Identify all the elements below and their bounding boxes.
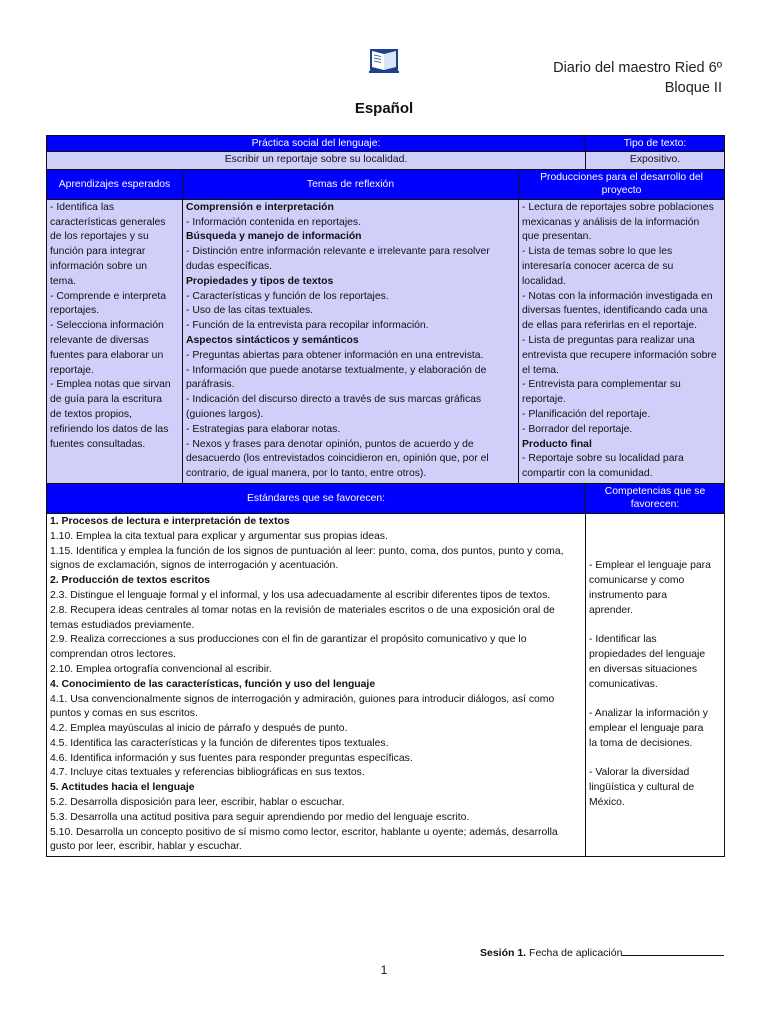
estandares-header: Estándares que se favorecen:	[47, 483, 586, 513]
produccion-line: - Reportaje sobre su localidad para	[522, 453, 684, 465]
aprendizaje-line: tema.	[50, 275, 76, 287]
estandares-cell	[47, 513, 586, 856]
produccion-line: - Notas con la información investigada en	[522, 290, 713, 302]
estandar-line: 2.8. Recupera ideas centrales al tomar notas en la revisión de materiales escritos o de una exposición oral de	[50, 604, 555, 616]
aprendizajes-header: Aprendizajes esperados	[47, 169, 183, 199]
aprendizaje-line: reportajes.	[50, 305, 100, 317]
competencia-line: instrumento para	[589, 589, 667, 601]
produccion-line: reportaje.	[522, 394, 566, 406]
tema-line: paráfrasis.	[186, 379, 235, 391]
tema-line: - Información contenida en reportajes.	[186, 216, 362, 228]
produccion-line: - Borrador del reportaje.	[522, 423, 633, 435]
produccion-line: - Lista de preguntas para realizar una	[522, 334, 695, 346]
practica-header: Práctica social del lenguaje:	[47, 136, 586, 152]
produccion-line: mexicanas y análisis de la información	[522, 216, 700, 228]
tipo-value: Expositivo.	[586, 152, 725, 170]
competencia-line: la toma de decisiones.	[589, 737, 693, 749]
competencia-line: en diversas situaciones	[589, 663, 698, 675]
competencia-line	[589, 752, 721, 767]
competencia-line: - Analizar la información y	[589, 708, 708, 720]
header-title: Diario del maestro Ried 6º	[553, 60, 722, 76]
subject-title: Español	[354, 100, 414, 117]
estandar-line: 5.10. Desarrolla un concepto positivo de sí mismo como lector, escritor, hablante u oyente; además, desarrolla	[50, 826, 558, 838]
tema-line: Comprensión e interpretación	[186, 201, 334, 213]
producciones-header: Producciones para el desarrollo del proyecto	[519, 169, 725, 199]
aprendizaje-line: fuentes para elaborar un	[50, 349, 164, 361]
tema-line: - Indicación del discurso directo a través de sus marcas gráficas	[186, 394, 482, 406]
temas-cell	[183, 199, 519, 483]
estandar-line: puntos y comas en sus escritos.	[50, 708, 198, 720]
document-header	[553, 58, 722, 98]
estandar-line: 1.10. Emplea la cita textual para explicar y argumentar sus propias ideas.	[50, 530, 388, 542]
estandar-line: 2. Producción de textos escritos	[50, 575, 210, 587]
aprendizaje-line: - Emplea notas que sirvan	[50, 379, 171, 391]
competencia-line: emplear el lenguaje para	[589, 723, 704, 735]
competencia-line	[589, 619, 721, 634]
estandar-line: gusto por leer, escribir, hablar y escuchar.	[50, 841, 242, 853]
competencia-line: - Emplear el lenguaje para	[589, 560, 711, 572]
competencias-cell	[586, 513, 725, 856]
date-line	[622, 945, 724, 956]
estandar-line: 5. Actitudes hacia el lenguaje	[50, 782, 195, 794]
produccion-line: - Lista de temas sobre lo que les	[522, 246, 673, 258]
estandar-line: 4. Conocimiento de las características, función y uso del lenguaje	[50, 678, 376, 690]
aprendizaje-line: relevante de diversas	[50, 334, 149, 346]
estandar-line: 5.3. Desarrolla una actitud positiva para seguir aprendiendo por medio del lenguaje escrito.	[50, 811, 470, 823]
aprendizaje-line: - Identifica las	[50, 201, 115, 213]
estandar-line: 2.3. Distingue el lenguaje formal y el informal, y los usa adecuadamente al escribir diferentes tipos de textos.	[50, 589, 551, 601]
estandar-line: 2.9. Realiza correcciones a sus producciones con el fin de garantizar el propósito comunicativo y que lo	[50, 634, 527, 646]
tema-line: - Nexos y frases para denotar opinión, puntos de acuerdo y de	[186, 438, 474, 450]
estandar-line: signos de exclamación, signos de interrogación y acentuación.	[50, 560, 339, 572]
tema-line: - Información que puede anotarse textualmente, y elaboración de	[186, 364, 487, 376]
estandar-line: comprendan otros lectores.	[50, 649, 176, 661]
planning-table	[46, 135, 725, 857]
produccion-line: el tema.	[522, 364, 559, 376]
aprendizaje-line: reportaje.	[50, 364, 94, 376]
competencia-line: aprender.	[589, 604, 633, 616]
competencia-line: - Identificar las	[589, 634, 657, 646]
tema-line: desacuerdo (los entrevistados coincidieron en, opinión que, por el	[186, 453, 489, 465]
produccion-line: - Entrevista para complementar su	[522, 379, 681, 391]
produccion-line: compartir con la comunidad.	[522, 468, 653, 480]
competencia-line: lingüística y cultural de	[589, 782, 695, 794]
estandar-line: 2.10. Emplea ortografía convencional al escribir.	[50, 663, 272, 675]
aprendizaje-line: de los reportajes y su	[50, 231, 149, 243]
session-label: Sesión 1.	[480, 947, 527, 959]
tema-line: - Preguntas abiertas para obtener información en una entrevista.	[186, 349, 484, 361]
competencias-header: Competencias que se favorecen:	[586, 483, 725, 513]
header-block: Bloque II	[664, 80, 722, 96]
estandar-line: 4.5. Identifica las características y la función de diferentes tipos textuales.	[50, 737, 389, 749]
aprendizaje-line: de guía para la escritura	[50, 394, 163, 406]
page-number: 1	[380, 963, 388, 977]
aprendizaje-line: de textos propios,	[50, 408, 133, 420]
tema-line: dudas específicas.	[186, 260, 273, 272]
produccion-line: Producto final	[522, 438, 592, 450]
produccion-line: - Planificación del reportaje.	[522, 408, 651, 420]
produccion-line: entrevista que recupere información sobre	[522, 349, 717, 361]
tema-line: contrario, de igual manera, por lo tanto, entre otros).	[186, 468, 427, 480]
estandar-line: temas estudiados previamente.	[50, 619, 195, 631]
aprendizaje-line: función para integrar	[50, 246, 146, 258]
book-logo-icon	[366, 47, 402, 74]
aprendizaje-line: refiriendo los datos de las	[50, 423, 169, 435]
tema-line: Aspectos sintácticos y semánticos	[186, 334, 359, 346]
produccion-line: diversas fuentes, identificando cada una	[522, 305, 708, 317]
competencia-line: México.	[589, 797, 625, 809]
tema-line: - Uso de las citas textuales.	[186, 305, 314, 317]
temas-header: Temas de reflexión	[183, 169, 519, 199]
tema-line: Búsqueda y manejo de información	[186, 231, 362, 243]
competencia-line: comunicarse y como	[589, 575, 685, 587]
aprendizajes-cell	[47, 199, 183, 483]
produccion-line: que presentan.	[522, 231, 592, 243]
tema-line: - Estrategias para elaborar notas.	[186, 423, 341, 435]
competencia-line: comunicativas.	[589, 678, 658, 690]
competencia-line: - Valorar la diversidad	[589, 767, 690, 779]
session-footer	[480, 945, 724, 959]
produccion-line: de ellas para referirlas en el reportaje.	[522, 320, 698, 332]
practica-value: Escribir un reportaje sobre su localidad.	[47, 152, 586, 170]
date-label: Fecha de aplicación	[529, 947, 623, 959]
producciones-cell	[519, 199, 725, 483]
estandar-line: 5.2. Desarrolla disposición para leer, escribir, hablar o escuchar.	[50, 797, 345, 809]
estandar-line: 4.2. Emplea mayúsculas al inicio de párrafo y después de punto.	[50, 723, 348, 735]
tema-line: - Características y función de los reportajes.	[186, 290, 389, 302]
produccion-line: interesaría conocer acerca de su	[522, 260, 674, 272]
tema-line: Propiedades y tipos de textos	[186, 275, 334, 287]
aprendizaje-line: - Selecciona información	[50, 320, 164, 332]
competencia-line: propiedades del lenguaje	[589, 649, 706, 661]
estandar-line: 4.6. Identifica información y sus fuentes para responder preguntas específicas.	[50, 752, 413, 764]
estandar-line: 1.15. Identifica y emplea la función de los signos de puntuación al leer: punto, coma, dos puntos, punto y coma,	[50, 545, 564, 557]
tema-line: - Función de la entrevista para recopilar información.	[186, 320, 429, 332]
produccion-line: - Lectura de reportajes sobre poblaciones	[522, 201, 714, 213]
aprendizaje-line: fuentes consultadas.	[50, 438, 146, 450]
estandar-line: 4.1. Usa convencionalmente signos de interrogación y admiración, guiones para introducir diálogos, así como	[50, 693, 555, 705]
tipo-header: Tipo de texto:	[586, 136, 725, 152]
estandar-line: 4.7. Incluye citas textuales y referencias bibliográficas en sus textos.	[50, 767, 365, 779]
tema-line: (guiones largos).	[186, 408, 264, 420]
competencia-line	[589, 693, 721, 708]
aprendizaje-line: información sobre un	[50, 260, 148, 272]
estandar-line: 1. Procesos de lectura e interpretación de textos	[50, 515, 290, 527]
aprendizaje-line: características generales	[50, 216, 166, 228]
produccion-line: localidad.	[522, 275, 566, 287]
tema-line: - Distinción entre información relevante e irrelevante para resolver	[186, 246, 490, 258]
aprendizaje-line: - Comprende e interpreta	[50, 290, 167, 302]
